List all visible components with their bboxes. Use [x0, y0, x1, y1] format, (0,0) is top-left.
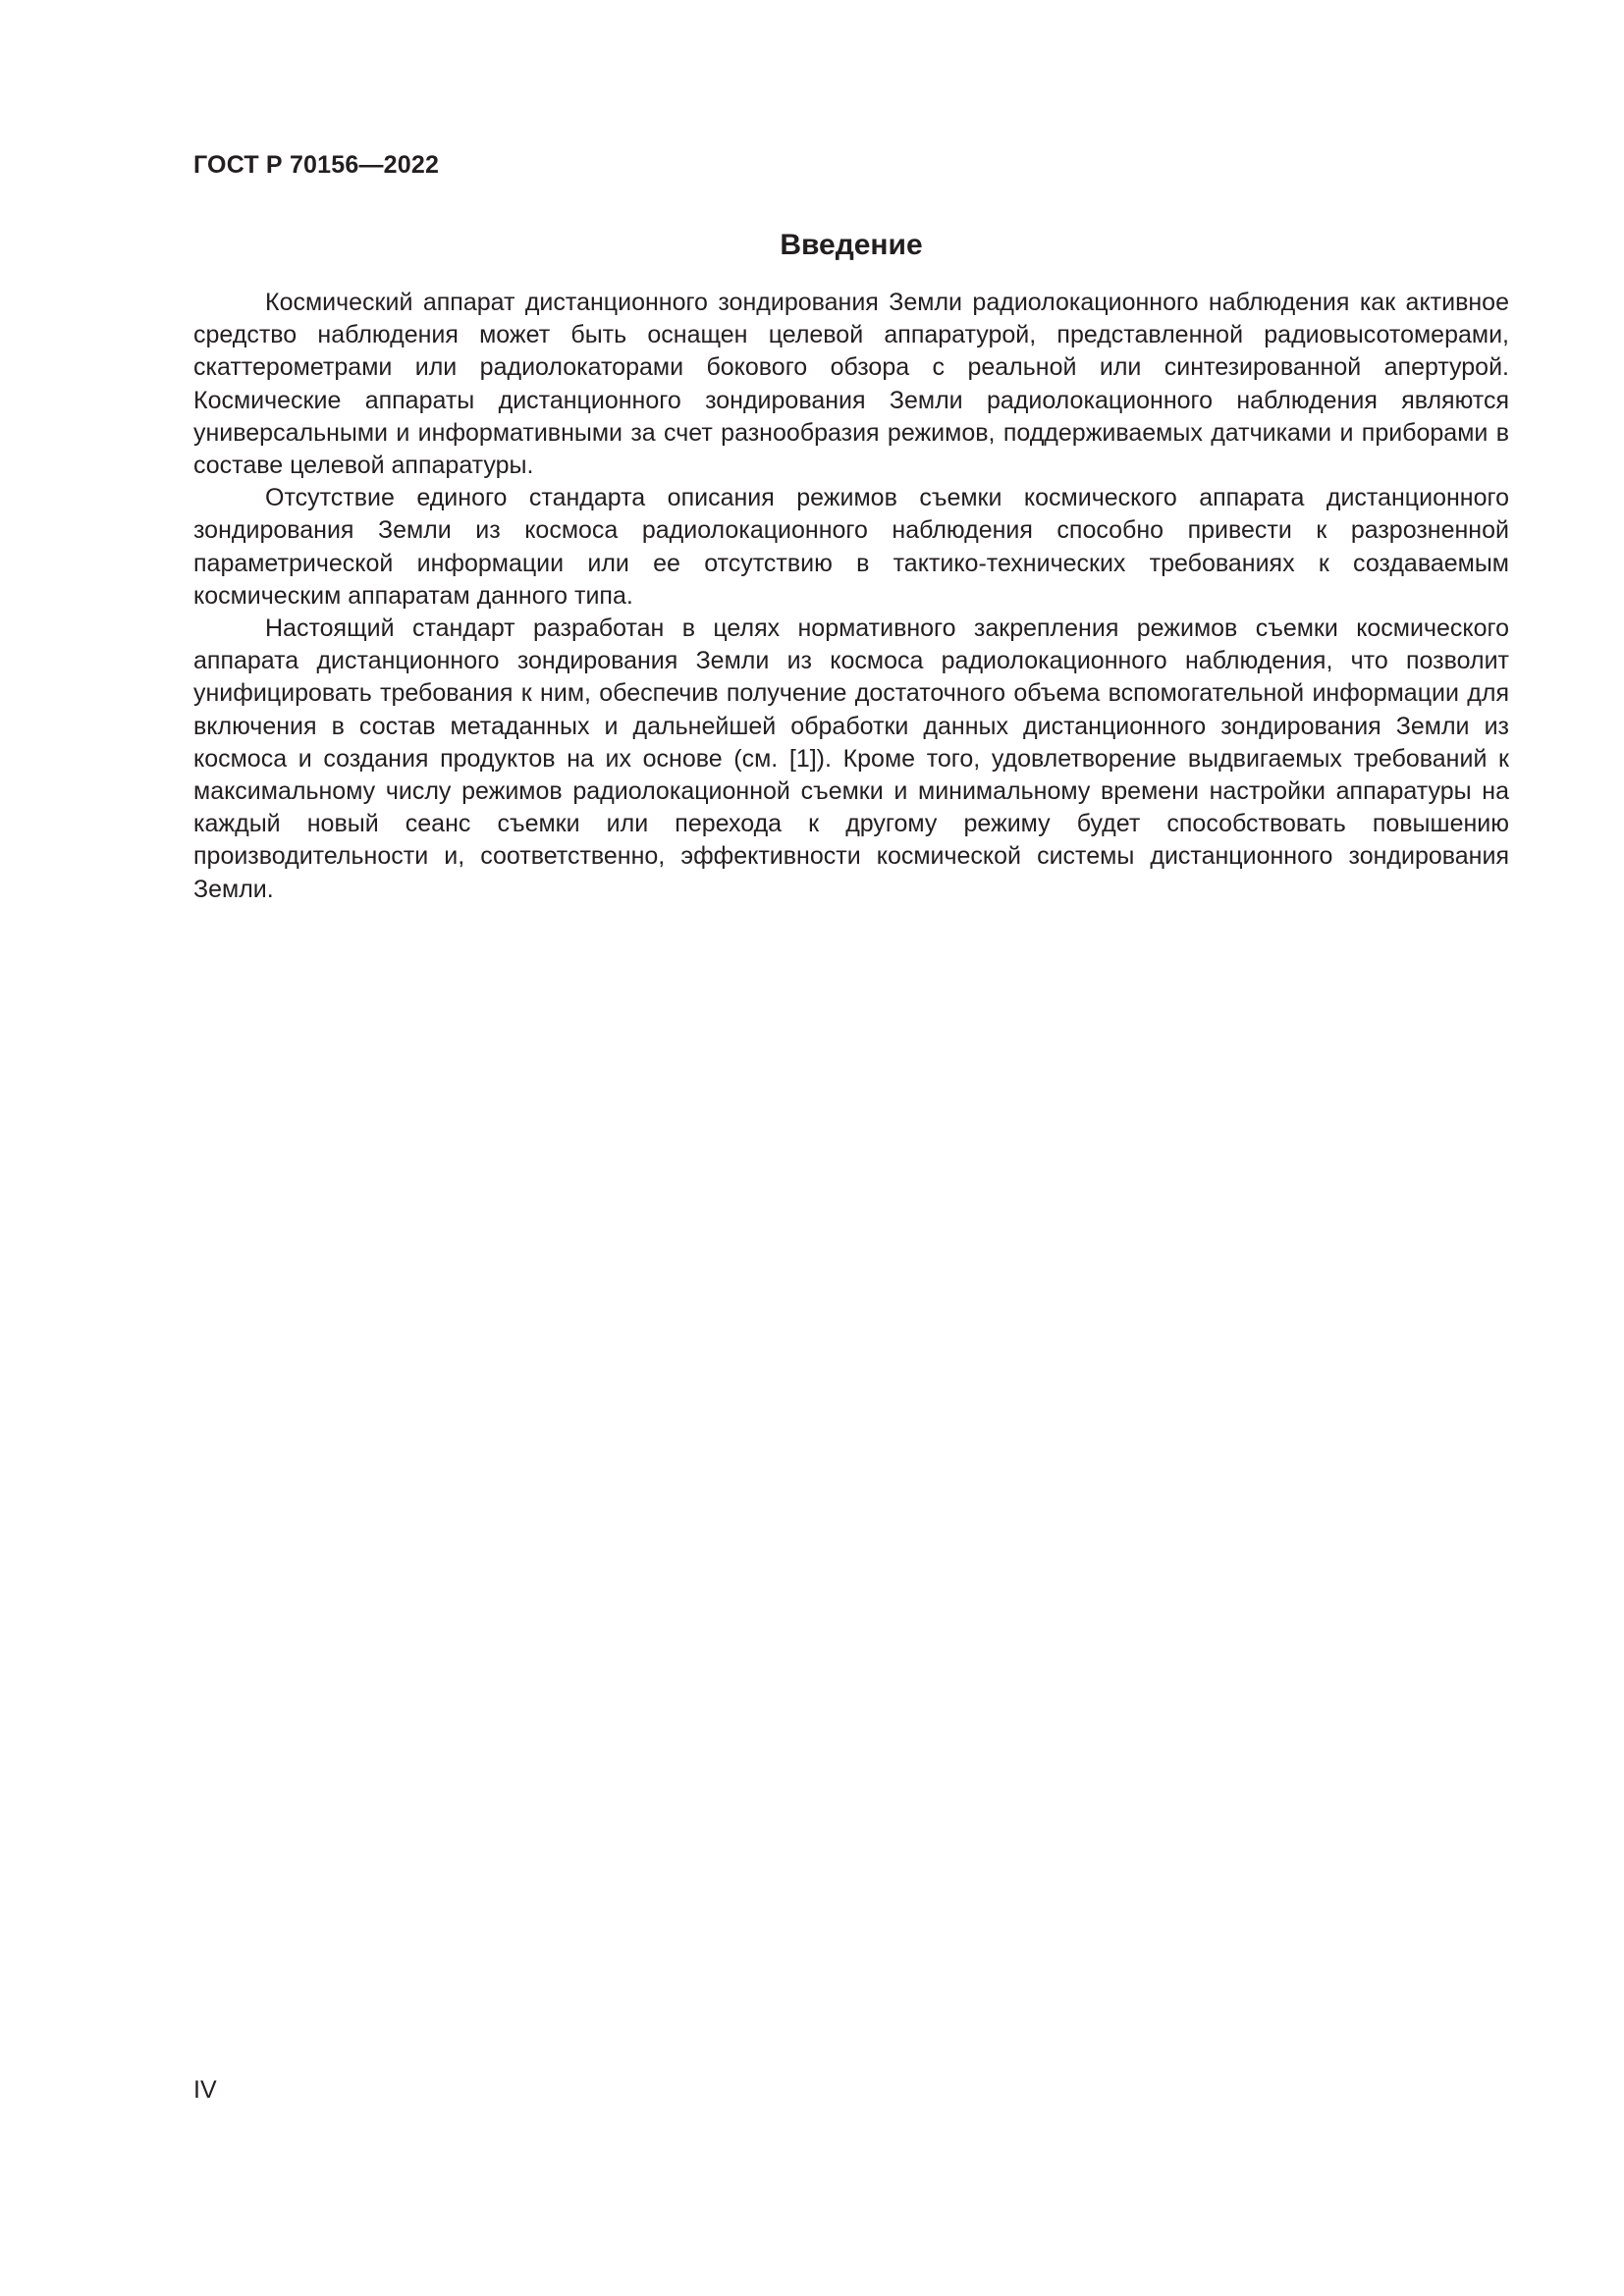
body-text: [193, 287, 1509, 906]
document-code: ГОСТ Р 70156—2022: [193, 151, 440, 179]
paragraph-3: Настоящий стандарт разработан в целях нормативного закрепления режимов съемки космического аппарата дистанционного зондирования Земли из космоса радиолокационного наблюдения, что позволит унифицировать требования к ним, обеспечив получение достаточного объема вспомогательной информации для включения в состав метаданных и дальнейшей обработки данных дистанционного зондирования Земли из космоса и создания продуктов на их основе (см. [1]). Кроме того, удовлетворение выдвигаемых требований к максимальному числу режимов радиолокационной съемки и минимальному времени настройки аппаратуры на каждый новый сеанс съемки или перехода к другому режиму будет способствовать повышению производительности и, соответственно, эффективности космической системы дистанционного зондирования Земли.: [193, 614, 1509, 903]
page-number: IV: [193, 2076, 217, 2104]
paragraph-1: Космический аппарат дистанционного зондирования Земли радиолокационного наблюдения как активное средство наблюдения может быть оснащен целевой аппаратурой, представленной радиовысотомерами, скаттерометрами или радиолокаторами бокового обзора с реальной или синтезированной апертурой. Космические аппараты дистанционного зондирования Земли радиолокационного наблюдения являются универсальными и информативными за счет разнообразия режимов, поддерживаемых датчиками и приборами в составе целевой аппаратуры.: [193, 289, 1509, 480]
section-title: Введение: [780, 229, 923, 261]
paragraph-2: Отсутствие единого стандарта описания режимов съемки космического аппарата дистанционного зондирования Земли из космоса радиолокационного наблюдения способно привести к разрозненной параметрической информации или ее отсутствию в тактико-технических требованиях к создаваемым космическим аппаратам данного типа.: [193, 484, 1509, 610]
